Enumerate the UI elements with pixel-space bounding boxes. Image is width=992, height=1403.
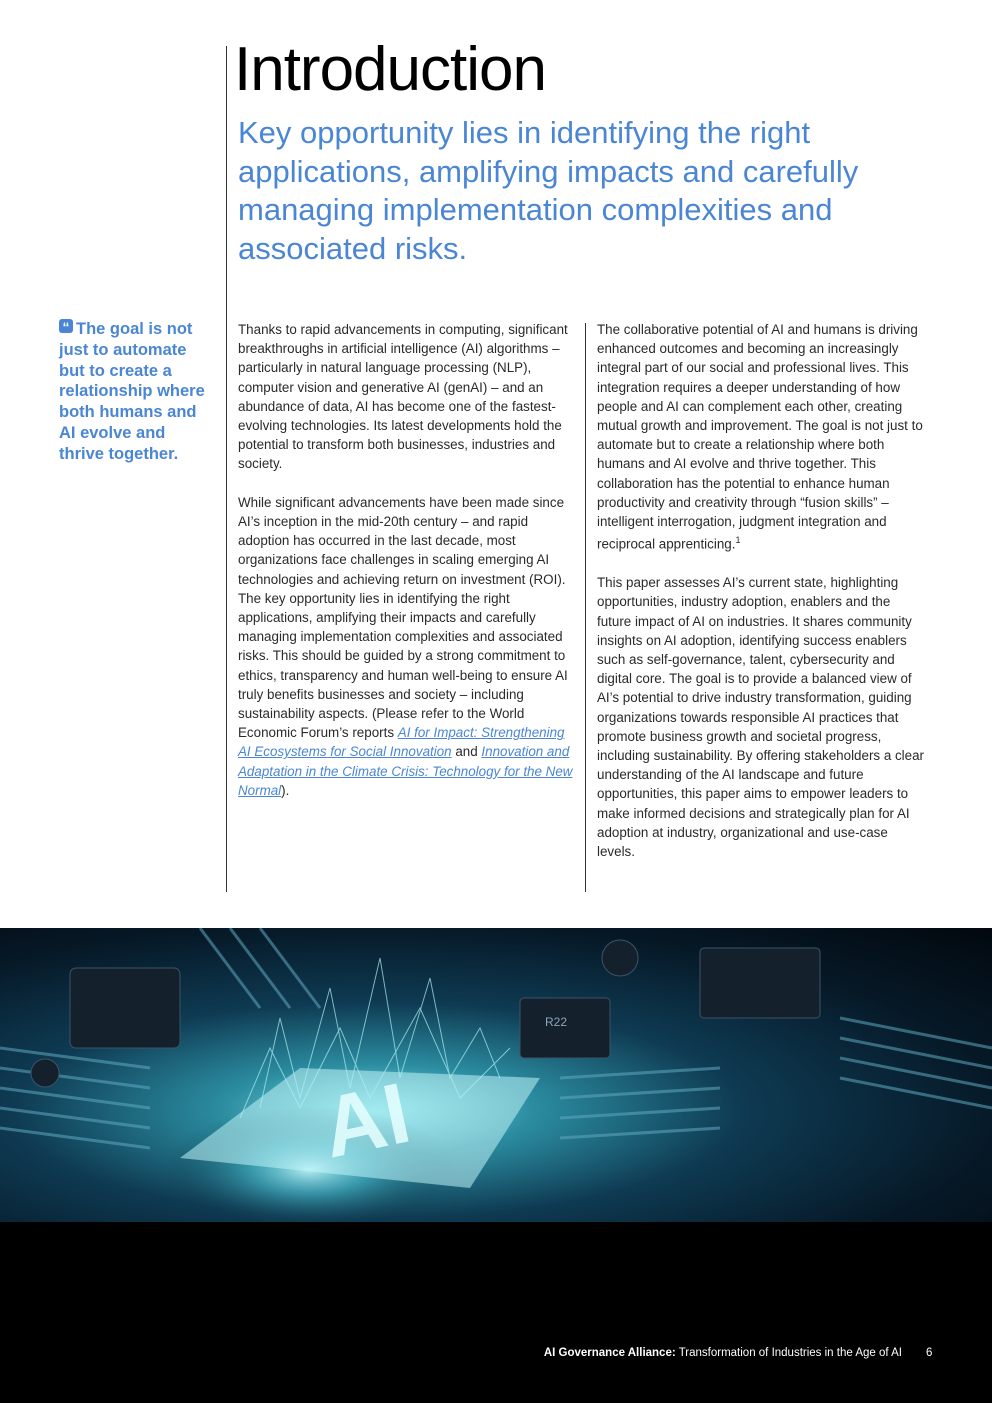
paragraph-text: The collaborative potential of AI and humans is driving enhanced outcomes and becoming an increasingly integral part of our social and professional lives. This integration requires a deeper understanding of how people and AI can complement each other, creating mutual growth and improvement. The goal is not just to automate but to create a relationship where both humans and AI evolve and thrive together. This collaboration has the potential to enhance human productivity and creativity through “fusion skills” – intelligent interrogation, judgment integration and reciprocal apprenticing.: [597, 322, 923, 552]
ai-chip-image: [0, 928, 992, 1222]
closing-text: ).: [281, 782, 290, 798]
column-divider-line: [585, 323, 586, 892]
quote-icon: “: [59, 319, 73, 333]
component-label: R22: [545, 1015, 568, 1029]
footer-document-title: [544, 1347, 902, 1359]
footer-title: Transformation of Industries in the Age of AI: [678, 1347, 902, 1359]
footnote-ref[interactable]: 1: [735, 535, 741, 546]
paragraph: [597, 320, 927, 554]
page-title: Introduction: [234, 35, 546, 104]
body-column-right: [597, 320, 927, 880]
paragraph-text: While significant advancements have been made since AI’s inception in the mid-20th century – and rapid adoption has occurred in the last decade, most organizations face challenges in scaling emerging AI technologies and achieving return on investment (ROI). The key opportunity lies in identifying the right applications, amplifying their impacts and carefully managing implementation complexities and associated risks. This should be guided by a strong commitment to ethics, transparency and human well-being to ensure AI truly benefits businesses and society – including sustainability aspects. (Please refer to the World Economic Forum’s reports: [238, 494, 568, 741]
footer-brand: AI Governance Alliance:: [543, 1347, 676, 1359]
paragraph: Thanks to rapid advancements in computing, significant breakthroughs in artificial intelligence (AI) algorithms – particularly in natural language processing (NLP), computer vision and generative AI (genAI) – and an abundance of data, AI has become one of the fastest-evolving technologies. Its latest developments hold the potential to transform both businesses, industries and society.: [238, 322, 568, 472]
page-number: 6: [926, 1347, 933, 1359]
chip-label: AI: [313, 1064, 419, 1177]
paragraph: [238, 493, 578, 800]
paragraph: This paper assesses AI’s current state, highlighting opportunities, industry adoption, enablers and the future impact of AI on industries. It shares community insights on AI adoption, identifying success enablers such as self-governance, talent, cybersecurity and digital core. The goal is to provide a balanced view of AI’s potential to drive industry transformation, guiding organizations towards responsible AI practices that promote business growth and societal progress, including sustainability. By offering stakeholders a clear understanding of the AI landscape and future opportunities, this paper aims to empower leaders to make informed decisions and strategically plan for AI adoption at industry, organizational and use-case levels.: [597, 575, 925, 859]
report-link-ai-for-impact[interactable]: AI for Impact: Strengthening AI Ecosystems for Social Innovation: [238, 725, 565, 760]
pull-quote-text: The goal is not just to automate but to create a relationship where both humans and AI evolve and thrive together.: [59, 320, 205, 463]
page-subtitle: Key opportunity lies in identifying the right applications, amplifying impacts and carefully managing implementation complexities and associated risks.: [238, 115, 859, 266]
body-column-left: [238, 320, 578, 819]
pull-quote: [59, 319, 211, 465]
report-link-climate-crisis[interactable]: Innovation and Adaptation in the Climate Crisis: Technology for the New Normal: [238, 744, 573, 798]
footer-band: [0, 1222, 992, 1403]
circuit-board-illustration: [0, 928, 992, 1222]
conjunction-text: and: [455, 744, 478, 760]
left-divider-line: [226, 46, 227, 892]
